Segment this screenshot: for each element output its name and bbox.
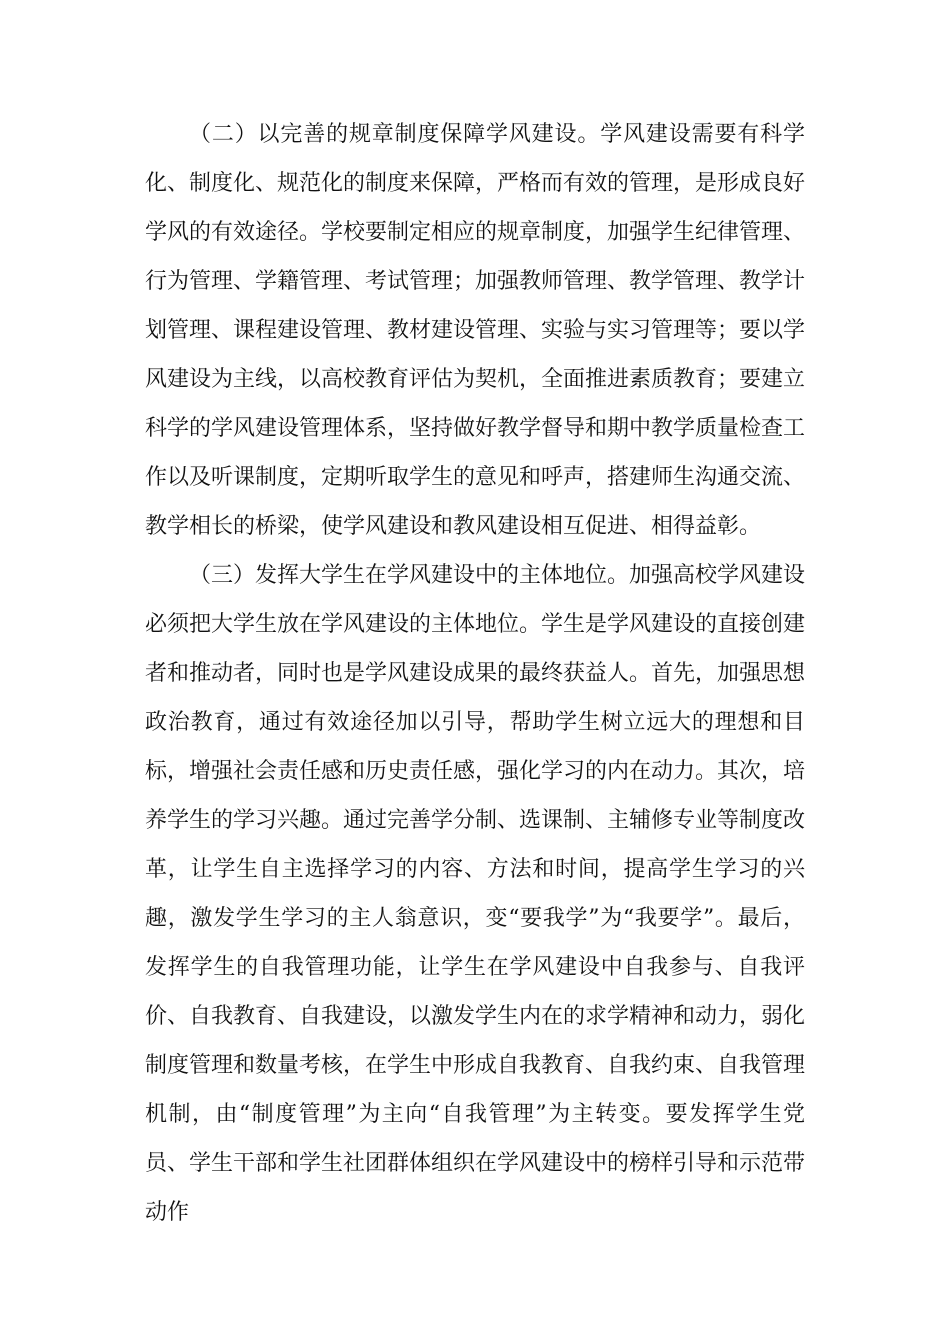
paragraph-regulations: （二）以完善的规章制度保障学风建设。学风建设需要有科学化、制度化、规范化的制度来保障，严格而有效的管理，是形成良好学风的有效途径。学校要制定相应的规章制度，加强学生纪律管理、行为管理、学籍管理、考试管理；加强教师管理、教学管理、教学计划管理、课程建设管理、教材建设管理、实验与实习管理等；要以学风建设为主线，以高校教育评估为契机，全面推进素质教育；要建立科学的学风建设管理体系，坚持做好教学督导和期中教学质量检查工作以及听课制度，定期听取学生的意见和呼声，搭建师生沟通交流、教学相长的桥梁，使学风建设和教风建设相互促进、相得益彰。 bbox=[145, 122, 806, 539]
document-page bbox=[145, 110, 805, 1237]
paragraph-student-role: （三）发挥大学生在学风建设中的主体地位。加强高校学风建设必须把大学生放在学风建设的主体地位。学生是学风建设的直接创建者和推动者，同时也是学风建设成果的最终获益人。首先，加强思想政治教育，通过有效途径加以引导，帮助学生树立远大的理想和目标，增强社会责任感和历史责任感，强化学习的内在动力。其次，培养学生的学习兴趣。通过完善学分制、选课制、主辅修专业等制度改革，让学生自主选择学习的内容、方法和时间，提高学生学习的兴趣，激发学生学习的主人翁意识，变“要我学”为“我要学”。最后，发挥学生的自我管理功能，让学生在学风建设中自我参与、自我评价、自我教育、自我建设，以激发学生内在的求学精神和动力，弱化制度管理和数量考核，在学生中形成自我教育、自我约束、自我管理机制，由“制度管理”为主向“自我管理”为主转变。要发挥学生党员、学生干部和学生社团群体组织在学风建设中的榜样引导和示范带动作 bbox=[145, 563, 806, 1225]
